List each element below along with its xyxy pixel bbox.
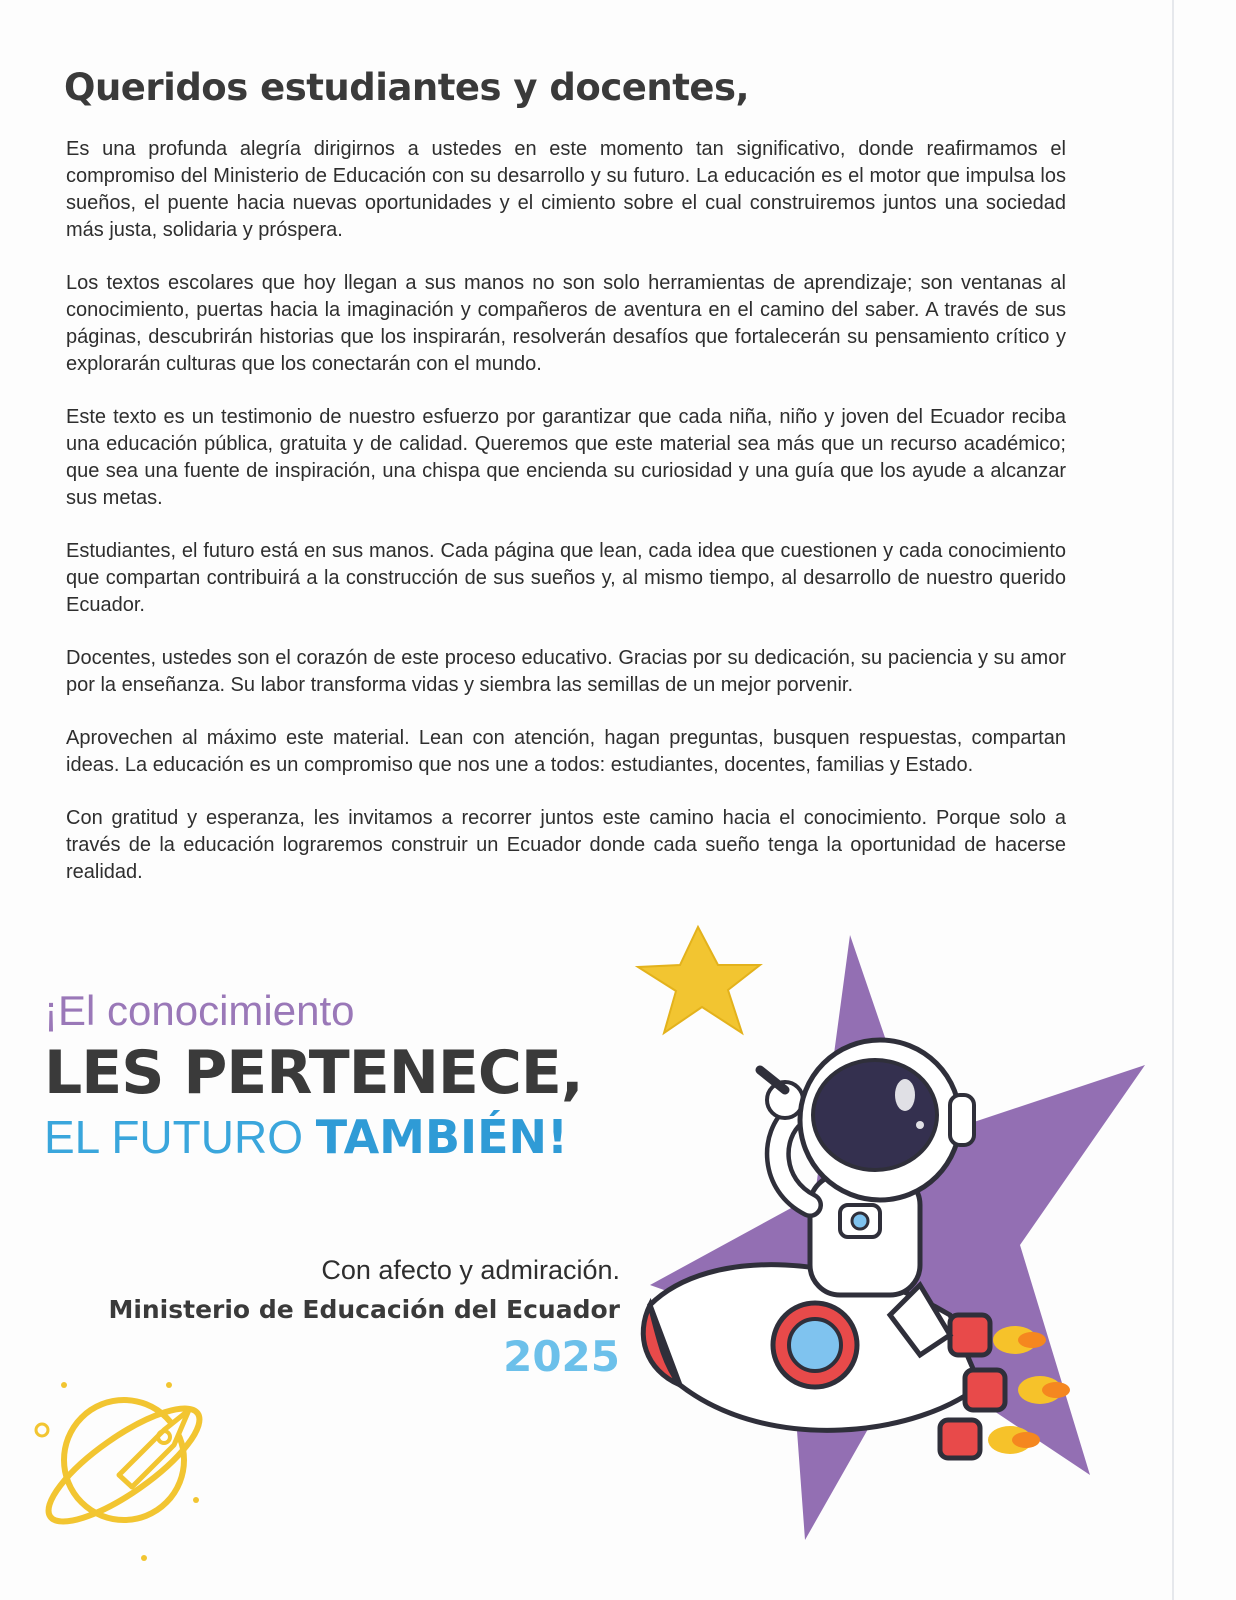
letter-greeting: Queridos estudiantes y docentes, [64,66,750,109]
planet-rocket-icon [24,1375,224,1575]
slogan-line-3-bold: TAMBIÉN! [315,1110,569,1164]
letter-paragraph: Los textos escolares que hoy llegan a sus manos no son solo herramientas de aprendizaje; son ventanas al conocimiento, puertas hacia la imaginación y compañeros de aventura en el camino del saber. A través de sus páginas, descubrirán historias que los inspirarán, resolverán desafíos que fortalecerán su pensamiento crítico y explorarán culturas que los conectarán con el mundo. [66,272,1066,375]
signoff-closing: Con afecto y admiración. [321,1255,620,1285]
astronaut-on-rocket-illustration [620,915,1160,1555]
letter-body [66,136,1066,912]
letter-paragraph: Docentes, ustedes son el corazón de este proceso educativo. Gracias por su dedicación, su paciencia y su amor por la enseñanza. Su labor transforma vidas y siembra las semillas de un mejor porvenir. [66,647,1066,696]
slogan-line-3 [44,1109,583,1165]
page-edge-divider [1172,0,1174,1600]
letter-paragraph: Con gratitud y esperanza, les invitamos a recorrer juntos este camino hacia el conocimiento. Porque solo a través de la educación lograremos construir un Ecuador donde cada sueño tenga la oportunidad de hacerse realidad. [66,807,1066,883]
letter-paragraph: Este texto es un testimonio de nuestro esfuerzo por garantizar que cada niña, niño y joven del Ecuador reciba una educación pública, gratuita y de calidad. Queremos que este material sea más que un recurso académico; que sea una fuente de inspiración, una chispa que encienda su curiosidad y una guía que los ayude a alcanzar sus metas. [66,406,1066,509]
slogan-line-2: LES PERTENECE, [44,1038,583,1108]
signoff-year: 2025 [503,1332,620,1381]
letter-paragraph: Aprovechen al máximo este material. Lean con atención, hagan preguntas, busquen respuestas, compartan ideas. La educación es un compromiso que nos une a todos: estudiantes, docentes, familias y Estado. [66,727,1066,776]
signoff-organization: Ministerio de Educación del Ecuador [108,1295,620,1324]
letter-paragraph: Estudiantes, el futuro está en sus manos. Cada página que lean, cada idea que cuestionen y cada conocimiento que compartan contribuirá a la construcción de sus sueños y, al mismo tiempo, al desarrollo de nuestro querido Ecuador. [66,540,1066,616]
slogan-line-1: ¡El conocimiento [44,987,355,1034]
star-icon [638,927,760,1033]
slogan-line-3-light: EL FUTURO [44,1111,316,1163]
letter-paragraph: Es una profunda alegría dirigirnos a ustedes en este momento tan significativo, donde reafirmamos el compromiso del Ministerio de Educación con su desarrollo y su futuro. La educación es el motor que impulsa los sueños, el puente hacia nuevas oportunidades y el cimiento sobre el cual construiremos juntos una sociedad más justa, solidaria y próspera. [66,138,1066,241]
signoff-block [60,1250,620,1384]
slogan-block [44,985,583,1165]
